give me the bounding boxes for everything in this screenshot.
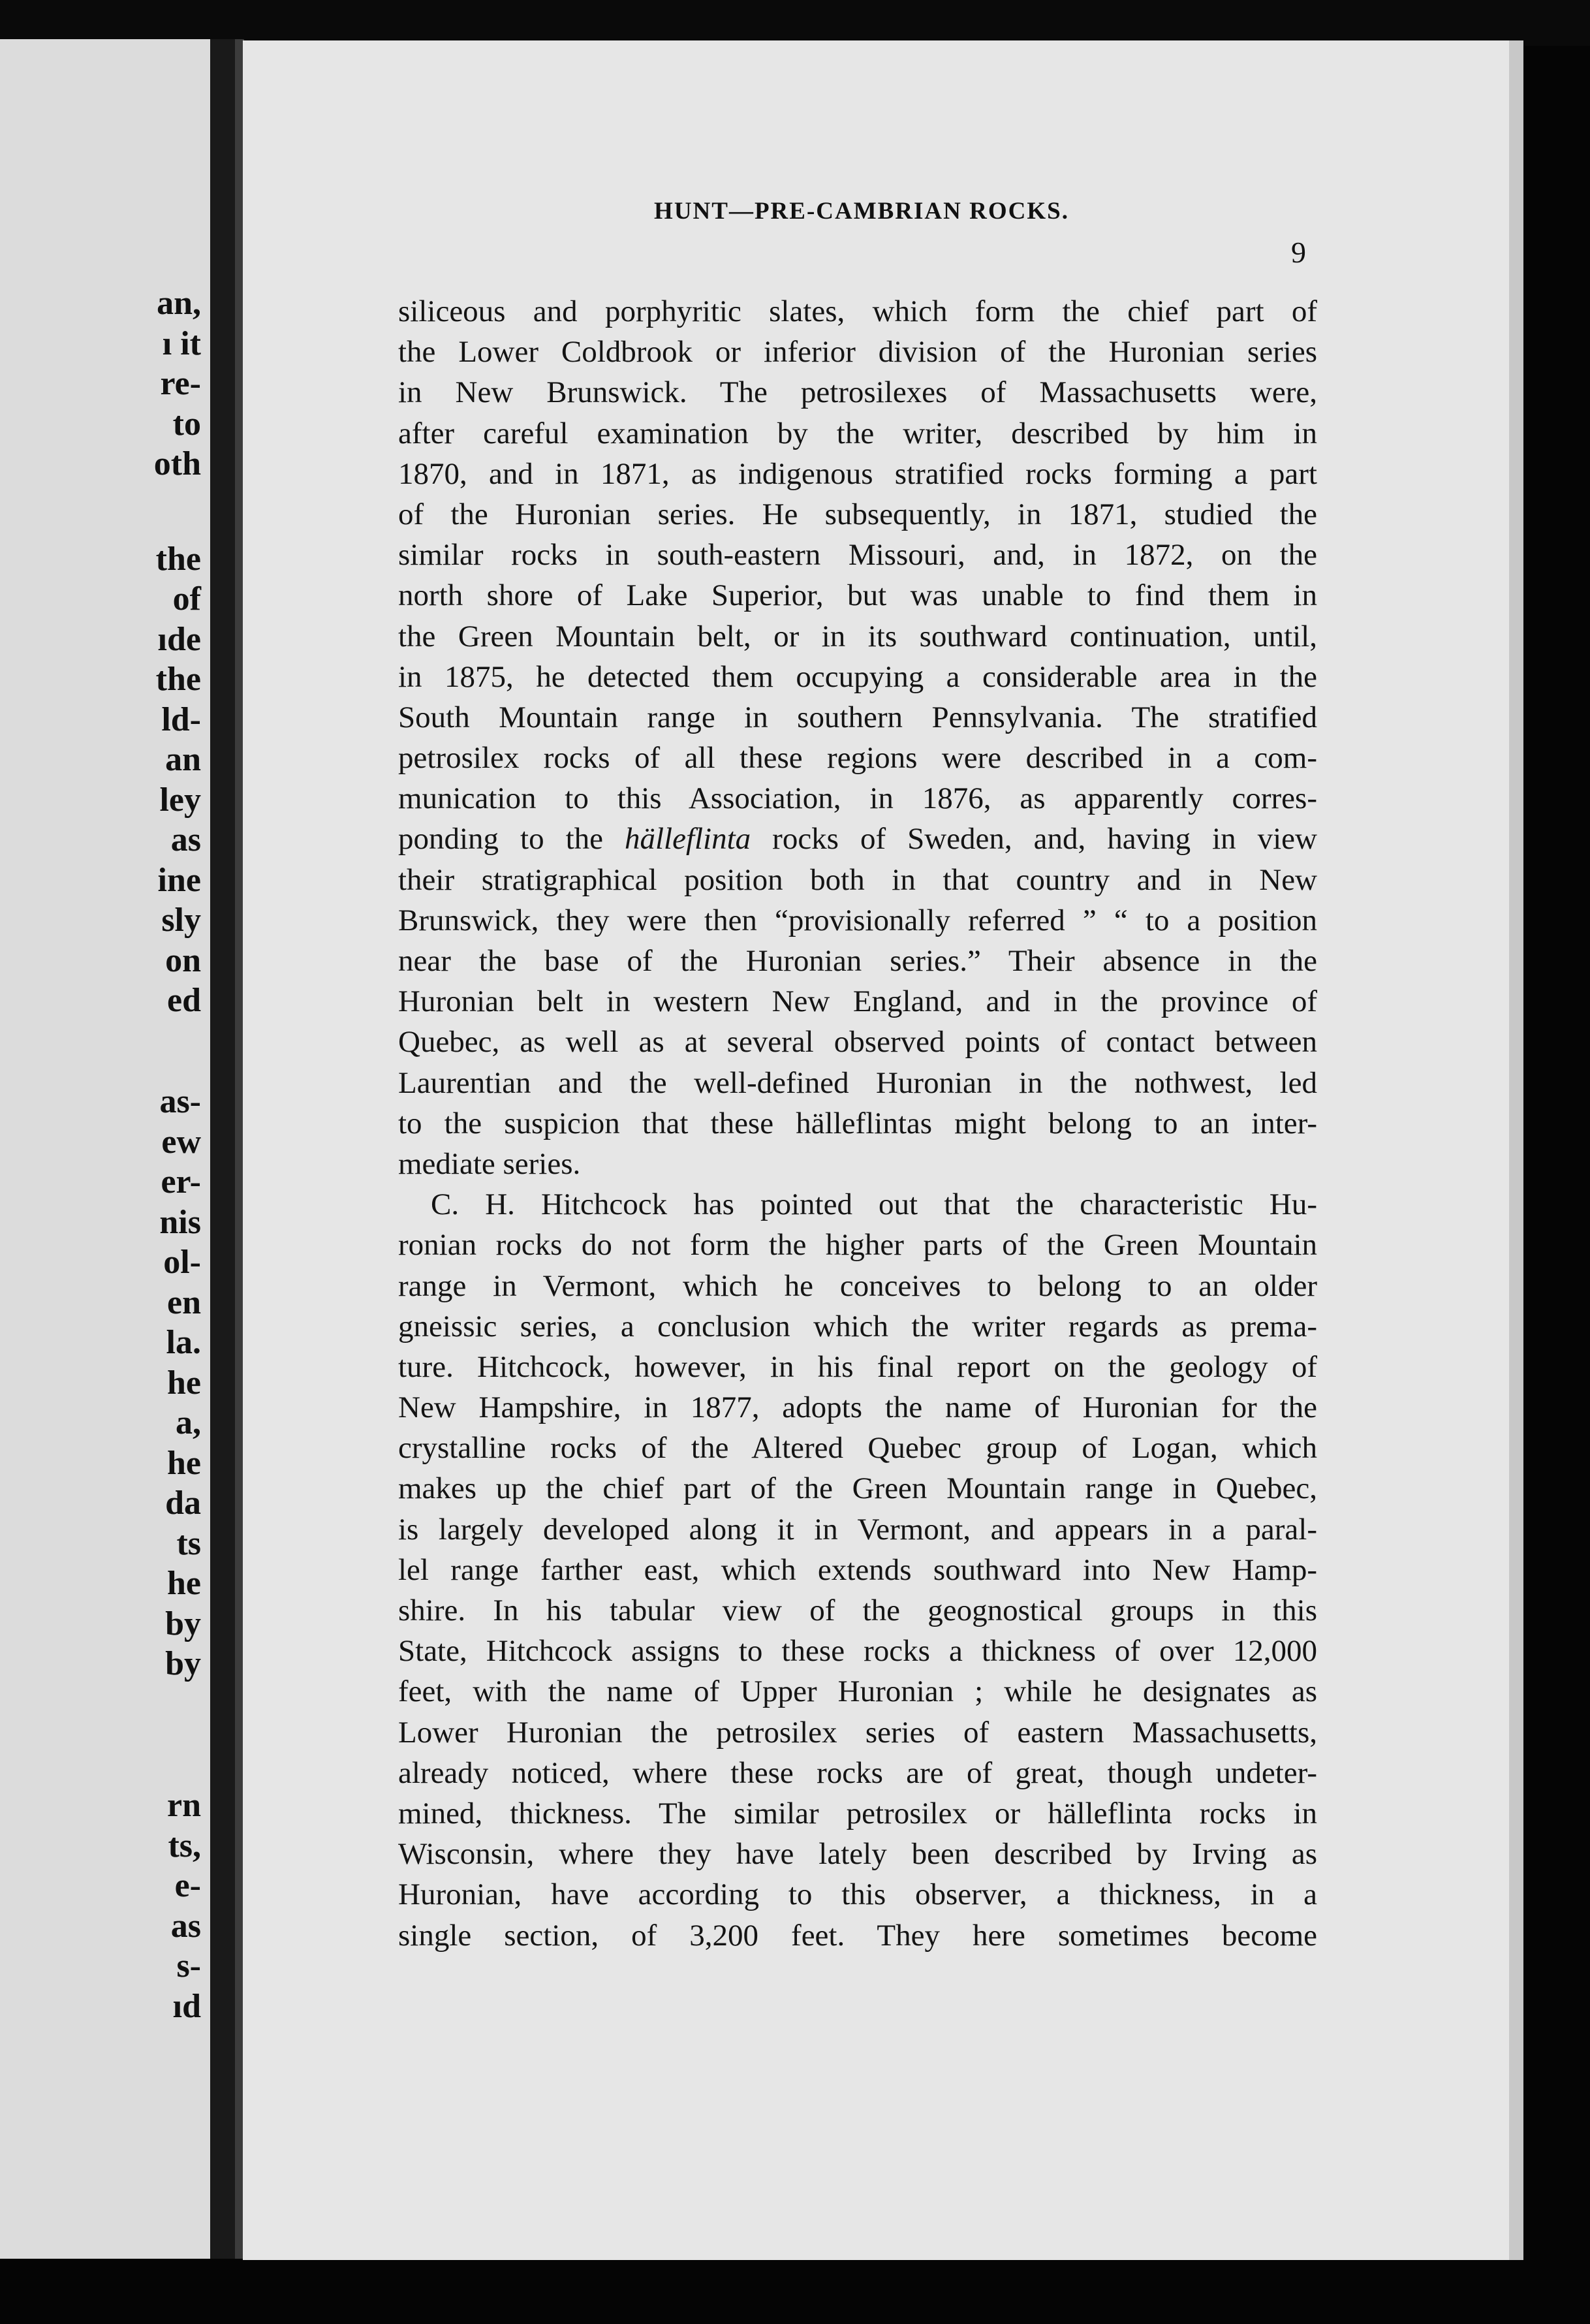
facing-page-fragment: da xyxy=(165,1484,201,1522)
facing-page-fragment: nis xyxy=(159,1204,201,1241)
facing-page-fragment: on xyxy=(165,942,201,979)
text-line: ronian rocks do not form the higher parts of the Green Mountain xyxy=(398,1228,1317,1263)
text-line: New Hampshire, in 1877, adopts the name of Huronian for the xyxy=(398,1390,1317,1425)
facing-page-fragment: by xyxy=(165,1645,201,1682)
facing-page-fragment: an xyxy=(165,741,201,778)
text-line: C. H. Hitchcock has pointed out that the characteristic Hu- xyxy=(431,1187,1317,1222)
text-line: munication to this Association, in 1876, as apparently corres- xyxy=(398,781,1317,816)
text-line: feet, with the name of Upper Huronian ; while he designates as xyxy=(398,1674,1317,1709)
text-line: the Lower Coldbrook or inferior division of the Huronian series xyxy=(398,335,1317,369)
facing-page-fragment: ew xyxy=(161,1123,201,1161)
text-line: mined, thickness. The similar petrosilex or hälleflinta rocks in xyxy=(398,1796,1317,1830)
facing-page-fragment: ine xyxy=(157,862,201,899)
text-line: siliceous and porphyritic slates, which form the chief part of xyxy=(398,294,1317,328)
text-line: Lower Huronian the petrosilex series of eastern Massachusetts, xyxy=(398,1715,1317,1750)
text-line: after careful examination by the writer, described by him in xyxy=(398,416,1317,450)
running-head: HUNT—PRE-CAMBRIAN ROCKS. xyxy=(654,198,1069,225)
text-line: Huronian belt in western New England, and in the province of xyxy=(398,984,1317,1019)
text-line: 1870, and in 1871, as indigenous stratified rocks forming a part xyxy=(398,456,1317,491)
facing-page-fragment: ld- xyxy=(161,701,201,738)
facing-page-fragment: oth xyxy=(153,445,201,482)
facing-page-fragment: rn xyxy=(167,1787,201,1824)
facing-page-fragment: sly xyxy=(161,902,201,939)
facing-page-fragment: ts, xyxy=(168,1827,201,1864)
text-line: their stratigraphical position both in that country and in New xyxy=(398,862,1317,897)
text-line: Quebec, as well as at several observed points of contact between xyxy=(398,1025,1317,1060)
facing-page-fragment: la. xyxy=(166,1324,201,1361)
text-line: crystalline rocks of the Altered Quebec group of Logan, which xyxy=(398,1431,1317,1466)
text-line: the Green Mountain belt, or in its southward continuation, until, xyxy=(398,619,1317,653)
facing-page-fragment: er- xyxy=(161,1163,201,1201)
text-line: north shore of Lake Superior, but was unable to find them in xyxy=(398,578,1317,613)
facing-page-fragment: as xyxy=(170,1908,201,1945)
facing-page-fragment: ed xyxy=(167,982,201,1019)
text-line: range in Vermont, which he conceives to belong to an older xyxy=(398,1268,1317,1303)
text-line: mediate series. xyxy=(398,1146,581,1181)
facing-page-fragment: an, xyxy=(157,285,201,322)
facing-page-fragment: he xyxy=(167,1565,201,1602)
text-line: petrosilex rocks of all these regions were described in a com- xyxy=(398,741,1317,776)
facing-page xyxy=(0,39,210,2259)
text-line: Wisconsin, where they have lately been described by Irving as xyxy=(398,1837,1317,1872)
facing-page-fragment: ley xyxy=(159,781,201,819)
text-line xyxy=(398,819,1317,859)
text-line: in 1875, he detected them occupying a considerable area in the xyxy=(398,659,1317,694)
text-line: to the suspicion that these hälleflintas might belong to an inter- xyxy=(398,1106,1317,1140)
facing-page-fragment: s- xyxy=(176,1947,201,1985)
facing-page-fragment: as xyxy=(170,821,201,858)
facing-page-fragment: ıd xyxy=(172,1988,201,2025)
text-segment: ponding to the xyxy=(398,822,625,856)
facing-page-fragment: a, xyxy=(176,1404,201,1441)
page-edge xyxy=(1509,40,1523,2260)
body-text xyxy=(398,291,1317,1956)
facing-page-fragment: as- xyxy=(159,1083,201,1120)
facing-page-fragment: ts xyxy=(176,1525,201,1562)
facing-page-fragment: ı it xyxy=(162,325,201,362)
text-line: is largely developed along it in Vermont, and appears in a paral- xyxy=(398,1512,1317,1547)
italic-term: hälleflinta xyxy=(624,822,751,856)
text-segment: rocks of Sweden, and, having in view xyxy=(751,822,1317,856)
text-line: similar rocks in south-eastern Missouri, and, in 1872, on the xyxy=(398,538,1317,573)
text-line: Brunswick, they were then “provisionally referred ” “ to a position xyxy=(398,903,1317,937)
facing-page-fragment: ıde xyxy=(157,621,201,658)
text-line: makes up the chief part of the Green Mountain range in Quebec, xyxy=(398,1471,1317,1506)
text-line: lel range farther east, which extends southward into New Hamp- xyxy=(398,1552,1317,1587)
text-line: Laurentian and the well-defined Huronian in the nothwest, led xyxy=(398,1065,1317,1100)
text-line: gneissic series, a conclusion which the writer regards as prema- xyxy=(398,1309,1317,1343)
text-line: shire. In his tabular view of the geognostical groups in this xyxy=(398,1594,1317,1627)
text-line: of the Huronian series. He subsequently, in 1871, studied the xyxy=(398,497,1317,531)
text-line: State, Hitchcock assigns to these rocks a thickness of over 12,000 xyxy=(398,1634,1317,1669)
facing-page-fragment: ol- xyxy=(163,1244,201,1281)
facing-page-fragment: en xyxy=(167,1284,201,1321)
text-line: in New Brunswick. The petrosilexes of Massachusetts were, xyxy=(398,375,1317,410)
facing-page-fragment: the xyxy=(155,661,201,698)
facing-page-fragment: re- xyxy=(160,365,201,402)
text-line: single section, of 3,200 feet. They here sometimes become xyxy=(398,1918,1317,1953)
text-line: already noticed, where these rocks are of great, though undeter- xyxy=(398,1755,1317,1790)
facing-page-fragment: to xyxy=(172,405,201,443)
text-line: ture. Hitchcock, however, in his final report on the geology of xyxy=(398,1349,1317,1384)
facing-page-fragment: by xyxy=(165,1605,201,1642)
text-line: Huronian, have according to this observer, a thickness, in a xyxy=(398,1877,1317,1912)
text-line: near the base of the Huronian series.” Their absence in the xyxy=(398,944,1317,978)
facing-page-fragment: he xyxy=(167,1364,201,1402)
facing-page-fragment: of xyxy=(172,580,201,618)
facing-page-fragment: the xyxy=(155,541,201,578)
page-number: 9 xyxy=(1291,236,1306,269)
facing-page-fragment: he xyxy=(167,1445,201,1482)
text-line: South Mountain range in southern Pennsylvania. The stratified xyxy=(398,700,1317,734)
facing-page-fragment: e- xyxy=(174,1867,201,1904)
